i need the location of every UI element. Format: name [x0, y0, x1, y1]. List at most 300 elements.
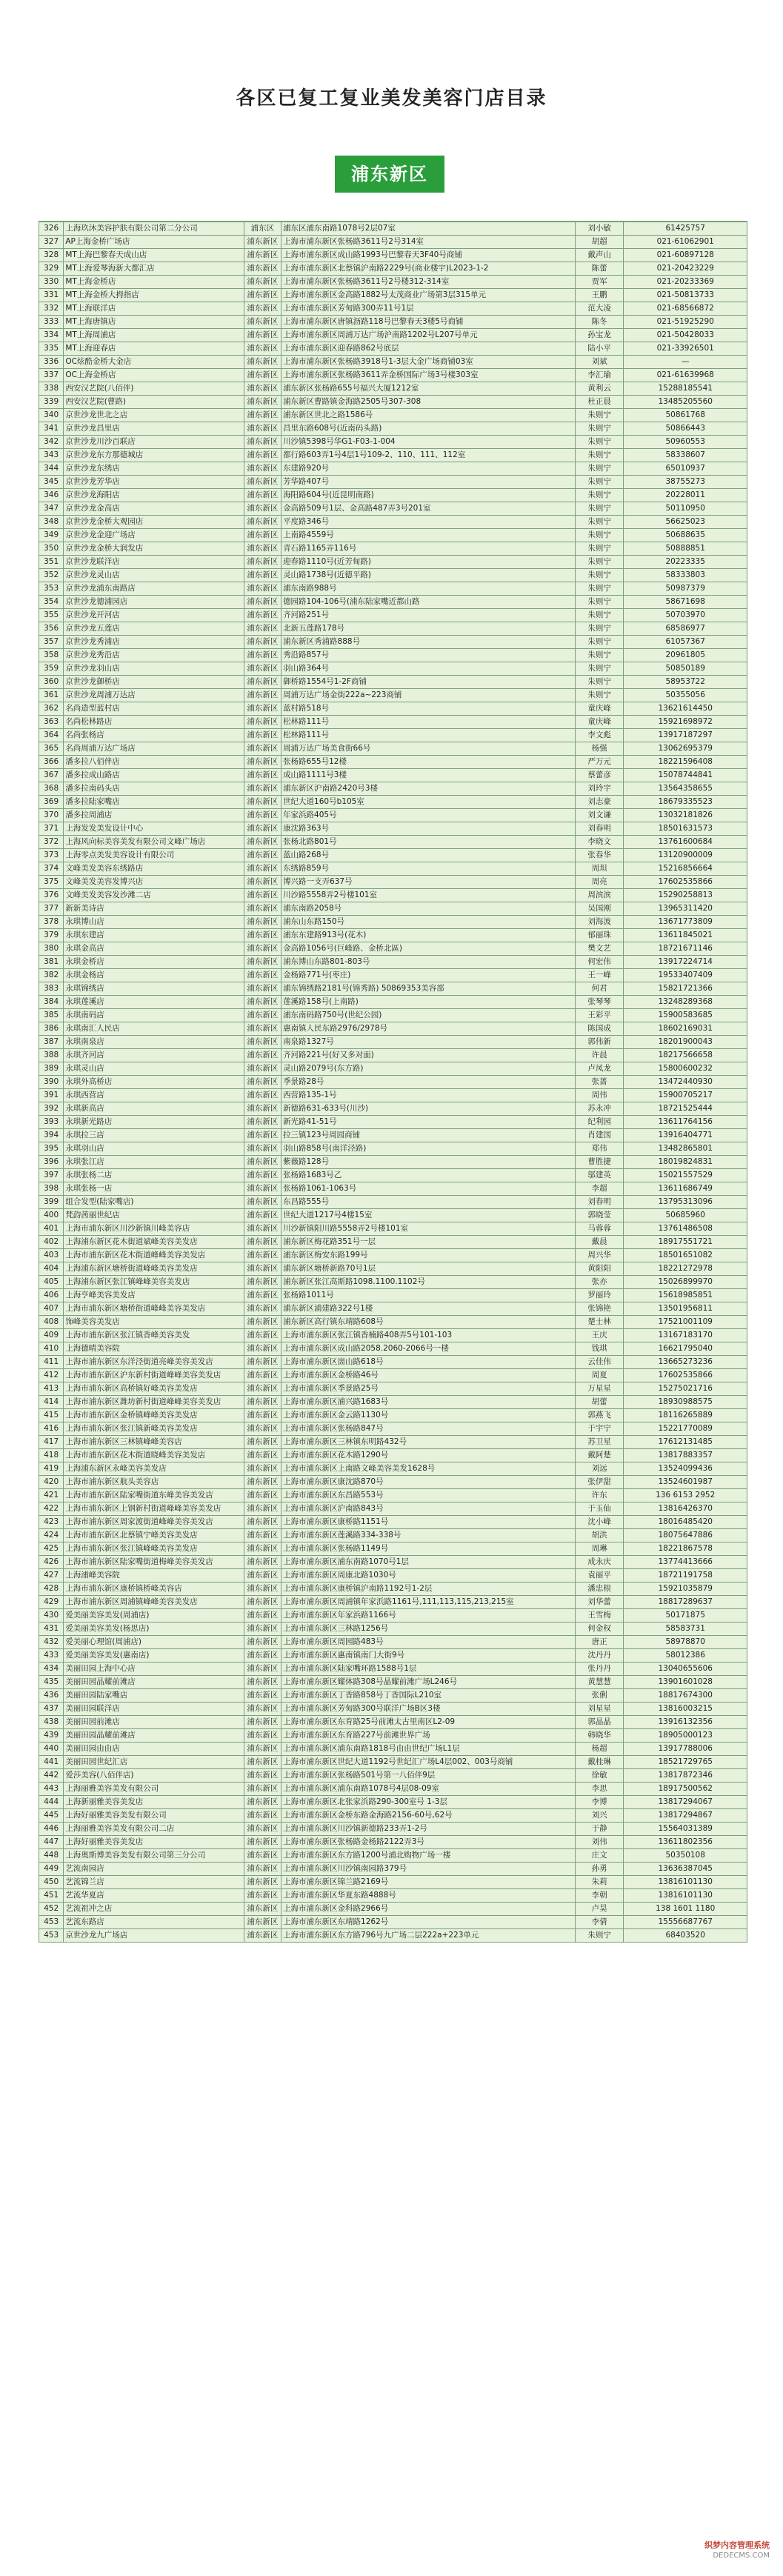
district-cell: 浦东新区 — [244, 289, 281, 302]
address-cell: 上海市浦东新区周浦镇年家浜路1161号,111,113,115,213,215室 — [281, 1596, 576, 1609]
contact-cell: 孙勇 — [575, 1863, 624, 1876]
contact-cell: 刘伟 — [575, 1836, 624, 1849]
table-row — [39, 1356, 747, 1369]
address-cell: 上海市浦东新区张杨路501号第一八佰伴9层 — [281, 1769, 576, 1783]
phone-cell: 15900583685 — [624, 1009, 747, 1022]
district-cell: 浦东新区 — [244, 862, 281, 876]
name-cell: 上海市浦东新区航头美容店 — [64, 1476, 244, 1489]
index-cell: 400 — [39, 1209, 64, 1222]
address-cell: 东昌路555号 — [281, 1196, 576, 1209]
address-cell: 上海市浦东新区川沙镇新德路233弄1-2号 — [281, 1823, 576, 1836]
address-cell: 上海市浦东新区三林镇东明路432号 — [281, 1436, 576, 1449]
index-cell: 438 — [39, 1716, 64, 1729]
district-cell: 浦东新区 — [244, 809, 281, 822]
address-cell: 浦东新区浦建路322号1楼 — [281, 1302, 576, 1316]
address-cell: 上海市浦东新区金桥东路金海路2156-60号,62号 — [281, 1809, 576, 1823]
contact-cell: 李思 — [575, 1783, 624, 1796]
address-cell: 莲溪路158号(上南路) — [281, 996, 576, 1009]
table-row — [39, 1729, 747, 1743]
name-cell: 上海市浦东新区康桥镇桥峰美容店 — [64, 1582, 244, 1596]
address-cell: 上海市浦东新区陆家嘴环路1588号1层 — [281, 1663, 576, 1676]
contact-cell: 刘兴 — [575, 1809, 624, 1823]
contact-cell: 李晓文 — [575, 836, 624, 849]
name-cell: 永琪锦绣店 — [64, 982, 244, 996]
address-cell: 上海市浦东新区金桥路46号 — [281, 1369, 576, 1382]
name-cell: 永琪金高店 — [64, 942, 244, 956]
address-cell: 上海市浦东新区北蔡镇沪南路2229号(商业楼宇)L2023-1-2 — [281, 262, 576, 276]
name-cell: 潘多拉成山路店 — [64, 769, 244, 782]
contact-cell: 郭伟新 — [575, 1036, 624, 1049]
contact-cell: 张琴琴 — [575, 996, 624, 1009]
phone-cell: 65010937 — [624, 462, 747, 476]
address-cell: 上海市浦东新区张杨路3611号2号楼312-314室 — [281, 276, 576, 289]
index-cell: 392 — [39, 1102, 64, 1116]
phone-cell: 021-50813733 — [624, 289, 747, 302]
index-cell: 398 — [39, 1182, 64, 1196]
table-row — [39, 1156, 747, 1169]
table-row — [39, 1076, 747, 1089]
district-cell: 浦东新区 — [244, 582, 281, 596]
district-cell: 浦东新区 — [244, 1663, 281, 1676]
name-cell: 上海市浦东新区张江镇峰峰美容美发店 — [64, 1542, 244, 1556]
contact-cell: 刘远 — [575, 1462, 624, 1476]
name-cell: 组合发型(陆家嘴店) — [64, 1196, 244, 1209]
address-cell: 上海市浦东新区世纪大道1192号世纪汇广场L4层002、003号商铺 — [281, 1756, 576, 1769]
district-cell: 浦东新区 — [244, 436, 281, 449]
name-cell: 京世沙龙浦东南路店 — [64, 582, 244, 596]
phone-cell: 13816003215 — [624, 1703, 747, 1716]
index-cell: 409 — [39, 1329, 64, 1342]
district-cell: 浦东区 — [244, 222, 281, 236]
address-cell: 南泉路1327号 — [281, 1036, 576, 1049]
contact-cell: 唐正 — [575, 1636, 624, 1649]
phone-cell: 13916404771 — [624, 1129, 747, 1142]
address-cell: 世纪大道1217号4楼15室 — [281, 1209, 576, 1222]
contact-cell: 黄慧慧 — [575, 1676, 624, 1689]
index-cell: 337 — [39, 369, 64, 382]
index-cell: 373 — [39, 849, 64, 862]
table-row — [39, 1556, 747, 1569]
index-cell: 378 — [39, 916, 64, 929]
address-cell: 浦东新区张江高斯路1098.1100.1102号 — [281, 1276, 576, 1289]
index-cell: 446 — [39, 1823, 64, 1836]
table-row — [39, 1449, 747, 1462]
table-row — [39, 542, 747, 556]
table-row — [39, 1409, 747, 1422]
address-cell: 上海市浦东新区东育路227号前滩世界广场 — [281, 1729, 576, 1743]
table-row — [39, 1102, 747, 1116]
table-row — [39, 1809, 747, 1823]
name-cell: 京世沙龙九广场店 — [64, 1929, 244, 1943]
contact-cell: 戴声山 — [575, 249, 624, 262]
index-cell: 453 — [39, 1916, 64, 1929]
district-cell: 浦东新区 — [244, 876, 281, 889]
contact-cell: 卢凤龙 — [575, 1062, 624, 1076]
index-cell: 440 — [39, 1743, 64, 1756]
address-cell: 上海市浦东新区张江镇香楠路408弄5号101-103 — [281, 1329, 576, 1342]
index-cell: 411 — [39, 1356, 64, 1369]
district-cell: 浦东新区 — [244, 1102, 281, 1116]
index-cell: 366 — [39, 756, 64, 769]
address-cell: 上海市浦东新区崮山路618号 — [281, 1356, 576, 1369]
index-cell: 345 — [39, 476, 64, 489]
phone-cell: 17602535866 — [624, 876, 747, 889]
table-row — [39, 1209, 747, 1222]
address-cell: 浦东区浦东南路1078号2层07室 — [281, 222, 576, 236]
contact-cell: 严万元 — [575, 756, 624, 769]
district-cell: 浦东新区 — [244, 1009, 281, 1022]
name-cell: 永琪外高桥店 — [64, 1076, 244, 1089]
phone-cell: 13611802356 — [624, 1836, 747, 1849]
contact-cell: 朱则宁 — [575, 1929, 624, 1943]
district-cell: 浦东新区 — [244, 382, 281, 396]
address-cell: 浦东新区梅花路351号一层 — [281, 1236, 576, 1249]
name-cell: 京世沙龙灵山店 — [64, 569, 244, 582]
index-cell: 341 — [39, 422, 64, 436]
phone-cell: 13917187297 — [624, 729, 747, 742]
table-row — [39, 1436, 747, 1449]
table-row — [39, 662, 747, 676]
address-cell: 松林路111号 — [281, 716, 576, 729]
table-row — [39, 342, 747, 356]
phone-cell: 021-33926501 — [624, 342, 747, 356]
address-cell: 张杨路1061-1063号 — [281, 1182, 576, 1196]
table-row — [39, 836, 747, 849]
index-cell: 363 — [39, 716, 64, 729]
name-cell: MT上海爱琴海新大都汇店 — [64, 262, 244, 276]
phone-cell: 68403520 — [624, 1929, 747, 1943]
name-cell: 西安汉艺院(八佰伴) — [64, 382, 244, 396]
table-row — [39, 1929, 747, 1943]
watermark — [704, 2540, 770, 2561]
contact-cell: 杨超 — [575, 1743, 624, 1756]
name-cell: 美丽田园前滩店 — [64, 1716, 244, 1729]
contact-cell: 卢昊 — [575, 1903, 624, 1916]
contact-cell: 楚士林 — [575, 1316, 624, 1329]
table-row — [39, 476, 747, 489]
district-cell: 浦东新区 — [244, 1436, 281, 1449]
address-cell: 上海市浦东新区东育路25号前滩太古里南区L2-09 — [281, 1716, 576, 1729]
name-cell: 上海市浦东新区潍坊新村街道峰峰美容美发店 — [64, 1396, 244, 1409]
table-row — [39, 849, 747, 862]
address-cell: 川沙镇5398号华G1-F03-1-004 — [281, 436, 576, 449]
index-cell: 436 — [39, 1689, 64, 1703]
name-cell: 上海零点美发美容设计有限公司 — [64, 849, 244, 862]
name-cell: 永琪东建店 — [64, 929, 244, 942]
name-cell: 饰峰美容美发店 — [64, 1316, 244, 1329]
table-row — [39, 862, 747, 876]
table-row — [39, 1582, 747, 1596]
phone-cell: 13816101130 — [624, 1876, 747, 1889]
name-cell: 上海市浦东新区北蔡镇宁峰美容美发店 — [64, 1529, 244, 1542]
phone-cell: 15900705217 — [624, 1089, 747, 1102]
index-cell: 365 — [39, 742, 64, 756]
address-cell: 上海市浦东新区成山路1993号巴黎春天3F40号商铺 — [281, 249, 576, 262]
index-cell: 387 — [39, 1036, 64, 1049]
district-cell: 浦东新区 — [244, 1903, 281, 1916]
phone-cell: 13248289368 — [624, 996, 747, 1009]
table-row — [39, 1116, 747, 1129]
phone-cell: 18917500562 — [624, 1783, 747, 1796]
table-row — [39, 1009, 747, 1022]
index-cell: 356 — [39, 622, 64, 636]
name-cell: MT上海联洋店 — [64, 302, 244, 316]
phone-cell: 18917551721 — [624, 1236, 747, 1249]
name-cell: 上海市浦东新区沪东新村街道峰峰美容美发店 — [64, 1369, 244, 1382]
phone-cell: 15078744841 — [624, 769, 747, 782]
name-cell: 上海市浦东新区周家渡街道峰峰美容美发店 — [64, 1516, 244, 1529]
contact-cell: 李倩 — [575, 1916, 624, 1929]
district-cell: 浦东新区 — [244, 1129, 281, 1142]
index-cell: 330 — [39, 276, 64, 289]
phone-cell: 50110950 — [624, 502, 747, 516]
district-cell: 浦东新区 — [244, 1623, 281, 1636]
table-row — [39, 622, 747, 636]
name-cell: 新新美诗店 — [64, 902, 244, 916]
phone-cell: 50960553 — [624, 436, 747, 449]
contact-cell: 蔡蕾彦 — [575, 769, 624, 782]
district-cell: 浦东新区 — [244, 1729, 281, 1743]
address-cell: 上海市浦东新区沪南路843号 — [281, 1502, 576, 1516]
phone-cell: 13965311420 — [624, 902, 747, 916]
table-row — [39, 1022, 747, 1036]
contact-cell: 朱则宁 — [575, 556, 624, 569]
index-cell: 442 — [39, 1769, 64, 1783]
address-cell: 蓝村路518号 — [281, 702, 576, 716]
address-cell: 上海市浦东新区北张家浜路290-300室号 1-3层 — [281, 1796, 576, 1809]
index-cell: 405 — [39, 1276, 64, 1289]
district-cell: 浦东新区 — [244, 1116, 281, 1129]
name-cell: 美丽田园陆家嘴店 — [64, 1689, 244, 1703]
district-cell: 浦东新区 — [244, 1863, 281, 1876]
phone-cell: 50685960 — [624, 1209, 747, 1222]
table-row — [39, 1756, 747, 1769]
index-cell: 452 — [39, 1903, 64, 1916]
index-cell: 377 — [39, 902, 64, 916]
index-cell: 343 — [39, 449, 64, 462]
table-row — [39, 449, 747, 462]
district-cell: 浦东新区 — [244, 956, 281, 969]
phone-cell: 13816101130 — [624, 1889, 747, 1903]
phone-cell: 13636387045 — [624, 1863, 747, 1876]
address-cell: 新德路631-633号(川沙) — [281, 1102, 576, 1116]
contact-cell: 朱则宁 — [575, 476, 624, 489]
district-cell: 浦东新区 — [244, 729, 281, 742]
district-cell: 浦东新区 — [244, 782, 281, 796]
district-cell: 浦东新区 — [244, 1356, 281, 1369]
district-cell: 浦东新区 — [244, 516, 281, 529]
district-cell: 浦东新区 — [244, 1502, 281, 1516]
index-cell: 326 — [39, 222, 64, 236]
district-cell: 浦东新区 — [244, 1196, 281, 1209]
index-cell: 361 — [39, 689, 64, 702]
phone-cell: 18221596408 — [624, 756, 747, 769]
table-row — [39, 1609, 747, 1623]
table-row — [39, 1502, 747, 1516]
name-cell: 永琪新光路店 — [64, 1116, 244, 1129]
table-row — [39, 329, 747, 342]
phone-cell: 021-51925290 — [624, 316, 747, 329]
address-cell: 周浦万达广场美食街66号 — [281, 742, 576, 756]
district-cell: 浦东新区 — [244, 1529, 281, 1542]
phone-cell: 021-50428033 — [624, 329, 747, 342]
contact-cell: 杜正晨 — [575, 396, 624, 409]
address-cell: 浦东山东路150号 — [281, 916, 576, 929]
name-cell: 京世沙龙东方那德城店 — [64, 449, 244, 462]
contact-cell: 朱则宁 — [575, 409, 624, 422]
contact-cell: 刘海波 — [575, 916, 624, 929]
name-cell: 永琪莲溪店 — [64, 996, 244, 1009]
name-cell: 永琪张江店 — [64, 1156, 244, 1169]
address-cell: 青石路1165弄116号 — [281, 542, 576, 556]
address-cell: 上海市浦东新区季景路25号 — [281, 1382, 576, 1396]
address-cell: 灵山路1738号(近德平路) — [281, 569, 576, 582]
table-row — [39, 636, 747, 649]
name-cell: 京世沙龙川沙百联店 — [64, 436, 244, 449]
index-cell: 413 — [39, 1382, 64, 1396]
table-row — [39, 756, 747, 769]
address-cell: 芳华路407号 — [281, 476, 576, 489]
address-cell: 世纪大道160号b105室 — [281, 796, 576, 809]
table-row — [39, 222, 747, 236]
index-cell: 408 — [39, 1316, 64, 1329]
index-cell: 396 — [39, 1156, 64, 1169]
contact-cell: 朱则宁 — [575, 422, 624, 436]
contact-cell: 王庆 — [575, 1329, 624, 1342]
contact-cell: 张伊甜 — [575, 1476, 624, 1489]
name-cell: 上海奥斯博美容美发有限公司第三分公司 — [64, 1849, 244, 1863]
index-cell: 422 — [39, 1502, 64, 1516]
index-cell: 412 — [39, 1369, 64, 1382]
phone-cell: — — [624, 356, 747, 369]
contact-cell: 潘忠根 — [575, 1582, 624, 1596]
address-cell: 浦东南路2058号 — [281, 902, 576, 916]
district-cell: 浦东新区 — [244, 596, 281, 609]
watermark-line2: DEDECMS.COM — [713, 2552, 770, 2560]
address-cell: 川沙路5558弄2号楼101室 — [281, 889, 576, 902]
district-cell: 浦东新区 — [244, 836, 281, 849]
address-cell: 上海市浦东新区张杨路847号 — [281, 1422, 576, 1436]
table-row — [39, 1276, 747, 1289]
name-cell: 京世沙龙东绣店 — [64, 462, 244, 476]
contact-cell: 刘文谦 — [575, 809, 624, 822]
index-cell: 453 — [39, 1929, 64, 1943]
contact-cell: 徐敏 — [575, 1769, 624, 1783]
phone-cell: 13901601028 — [624, 1676, 747, 1689]
district-cell: 浦东新区 — [244, 689, 281, 702]
name-cell: 爱美丽心理馆(周浦店) — [64, 1636, 244, 1649]
contact-cell: 陈蕾 — [575, 262, 624, 276]
district-cell: 浦东新区 — [244, 716, 281, 729]
address-cell: 金高路509号1层、金高路487弄3号201室 — [281, 502, 576, 516]
name-cell: 京世沙龙联洋店 — [64, 556, 244, 569]
index-cell: 390 — [39, 1076, 64, 1089]
index-cell: 432 — [39, 1636, 64, 1649]
phone-cell: 021-61062901 — [624, 236, 747, 249]
name-cell: 京世沙龙金桥大润发店 — [64, 542, 244, 556]
name-cell: 京世沙龙世北之店 — [64, 409, 244, 422]
district-cell: 浦东新区 — [244, 609, 281, 622]
address-cell: 上海市浦东新区川沙镇南园路379号 — [281, 1863, 576, 1876]
phone-cell: 13917224714 — [624, 956, 747, 969]
contact-cell: 张蔷 — [575, 1076, 624, 1089]
name-cell: 艺流锦兰店 — [64, 1876, 244, 1889]
district-cell: 浦东新区 — [244, 649, 281, 662]
index-cell: 381 — [39, 956, 64, 969]
contact-cell: 周亮 — [575, 876, 624, 889]
contact-cell: 苏永冲 — [575, 1102, 624, 1116]
name-cell: 爱美丽美容美发(周浦店) — [64, 1609, 244, 1623]
name-cell: 上海市浦东新区花木街道晓峰美容美发店 — [64, 1449, 244, 1462]
address-cell: 上海市浦东新区芳甸路300弄11号1层 — [281, 302, 576, 316]
phone-cell: 15026899970 — [624, 1276, 747, 1289]
address-cell: 北新五莲路178号 — [281, 622, 576, 636]
contact-cell: 贾军 — [575, 276, 624, 289]
contact-cell: 张俐 — [575, 1689, 624, 1703]
phone-cell: 19533407409 — [624, 969, 747, 982]
table-row — [39, 369, 747, 382]
contact-cell: 云佳伟 — [575, 1356, 624, 1369]
index-cell: 359 — [39, 662, 64, 676]
district-cell: 浦东新区 — [244, 769, 281, 782]
name-cell: 上海市浦东新区上钢新村街道峰峰美容美发店 — [64, 1502, 244, 1516]
table-row — [39, 956, 747, 969]
name-cell: 上海市浦东新区陆家嘴街道东峰美容美发店 — [64, 1489, 244, 1502]
index-cell: 404 — [39, 1262, 64, 1276]
table-row — [39, 1342, 747, 1356]
contact-cell: 朱则宁 — [575, 529, 624, 542]
index-cell: 428 — [39, 1582, 64, 1596]
contact-cell: 李超 — [575, 1182, 624, 1196]
index-cell: 352 — [39, 569, 64, 582]
address-cell: 新光路41-51号 — [281, 1116, 576, 1129]
name-cell: 美丽田园由由店 — [64, 1743, 244, 1756]
name-cell: 上海风向标美容美发有限公司文峰广场店 — [64, 836, 244, 849]
table-row — [39, 382, 747, 396]
index-cell: 349 — [39, 529, 64, 542]
contact-cell: 朱则宁 — [575, 462, 624, 476]
contact-cell: 何君 — [575, 982, 624, 996]
phone-cell: 13524601987 — [624, 1476, 747, 1489]
contact-cell: 张丹丹 — [575, 1663, 624, 1676]
contact-cell: 邬建英 — [575, 1169, 624, 1182]
index-cell: 389 — [39, 1062, 64, 1076]
table-row — [39, 1316, 747, 1329]
name-cell: 永琪博山店 — [64, 916, 244, 929]
table-row — [39, 1889, 747, 1903]
phone-cell: 58978870 — [624, 1636, 747, 1649]
index-cell: 415 — [39, 1409, 64, 1422]
contact-cell: 朱则宁 — [575, 676, 624, 689]
contact-cell: 何金权 — [575, 1623, 624, 1636]
district-cell: 浦东新区 — [244, 342, 281, 356]
address-cell: 成山路1111号3楼 — [281, 769, 576, 782]
index-cell: 433 — [39, 1649, 64, 1663]
contact-cell: 王雪梅 — [575, 1609, 624, 1623]
index-cell: 418 — [39, 1449, 64, 1462]
index-cell: 407 — [39, 1302, 64, 1316]
name-cell: 上海好丽雅美容美发有限公司 — [64, 1809, 244, 1823]
table-row — [39, 1529, 747, 1542]
name-cell: 上海浦峰美容院 — [64, 1569, 244, 1582]
index-cell: 425 — [39, 1542, 64, 1556]
phone-cell: 50866443 — [624, 422, 747, 436]
phone-cell: 18679335523 — [624, 796, 747, 809]
table-row — [39, 796, 747, 809]
table-row — [39, 876, 747, 889]
contact-cell: 孙宝龙 — [575, 329, 624, 342]
name-cell: 永琪南码店 — [64, 1009, 244, 1022]
